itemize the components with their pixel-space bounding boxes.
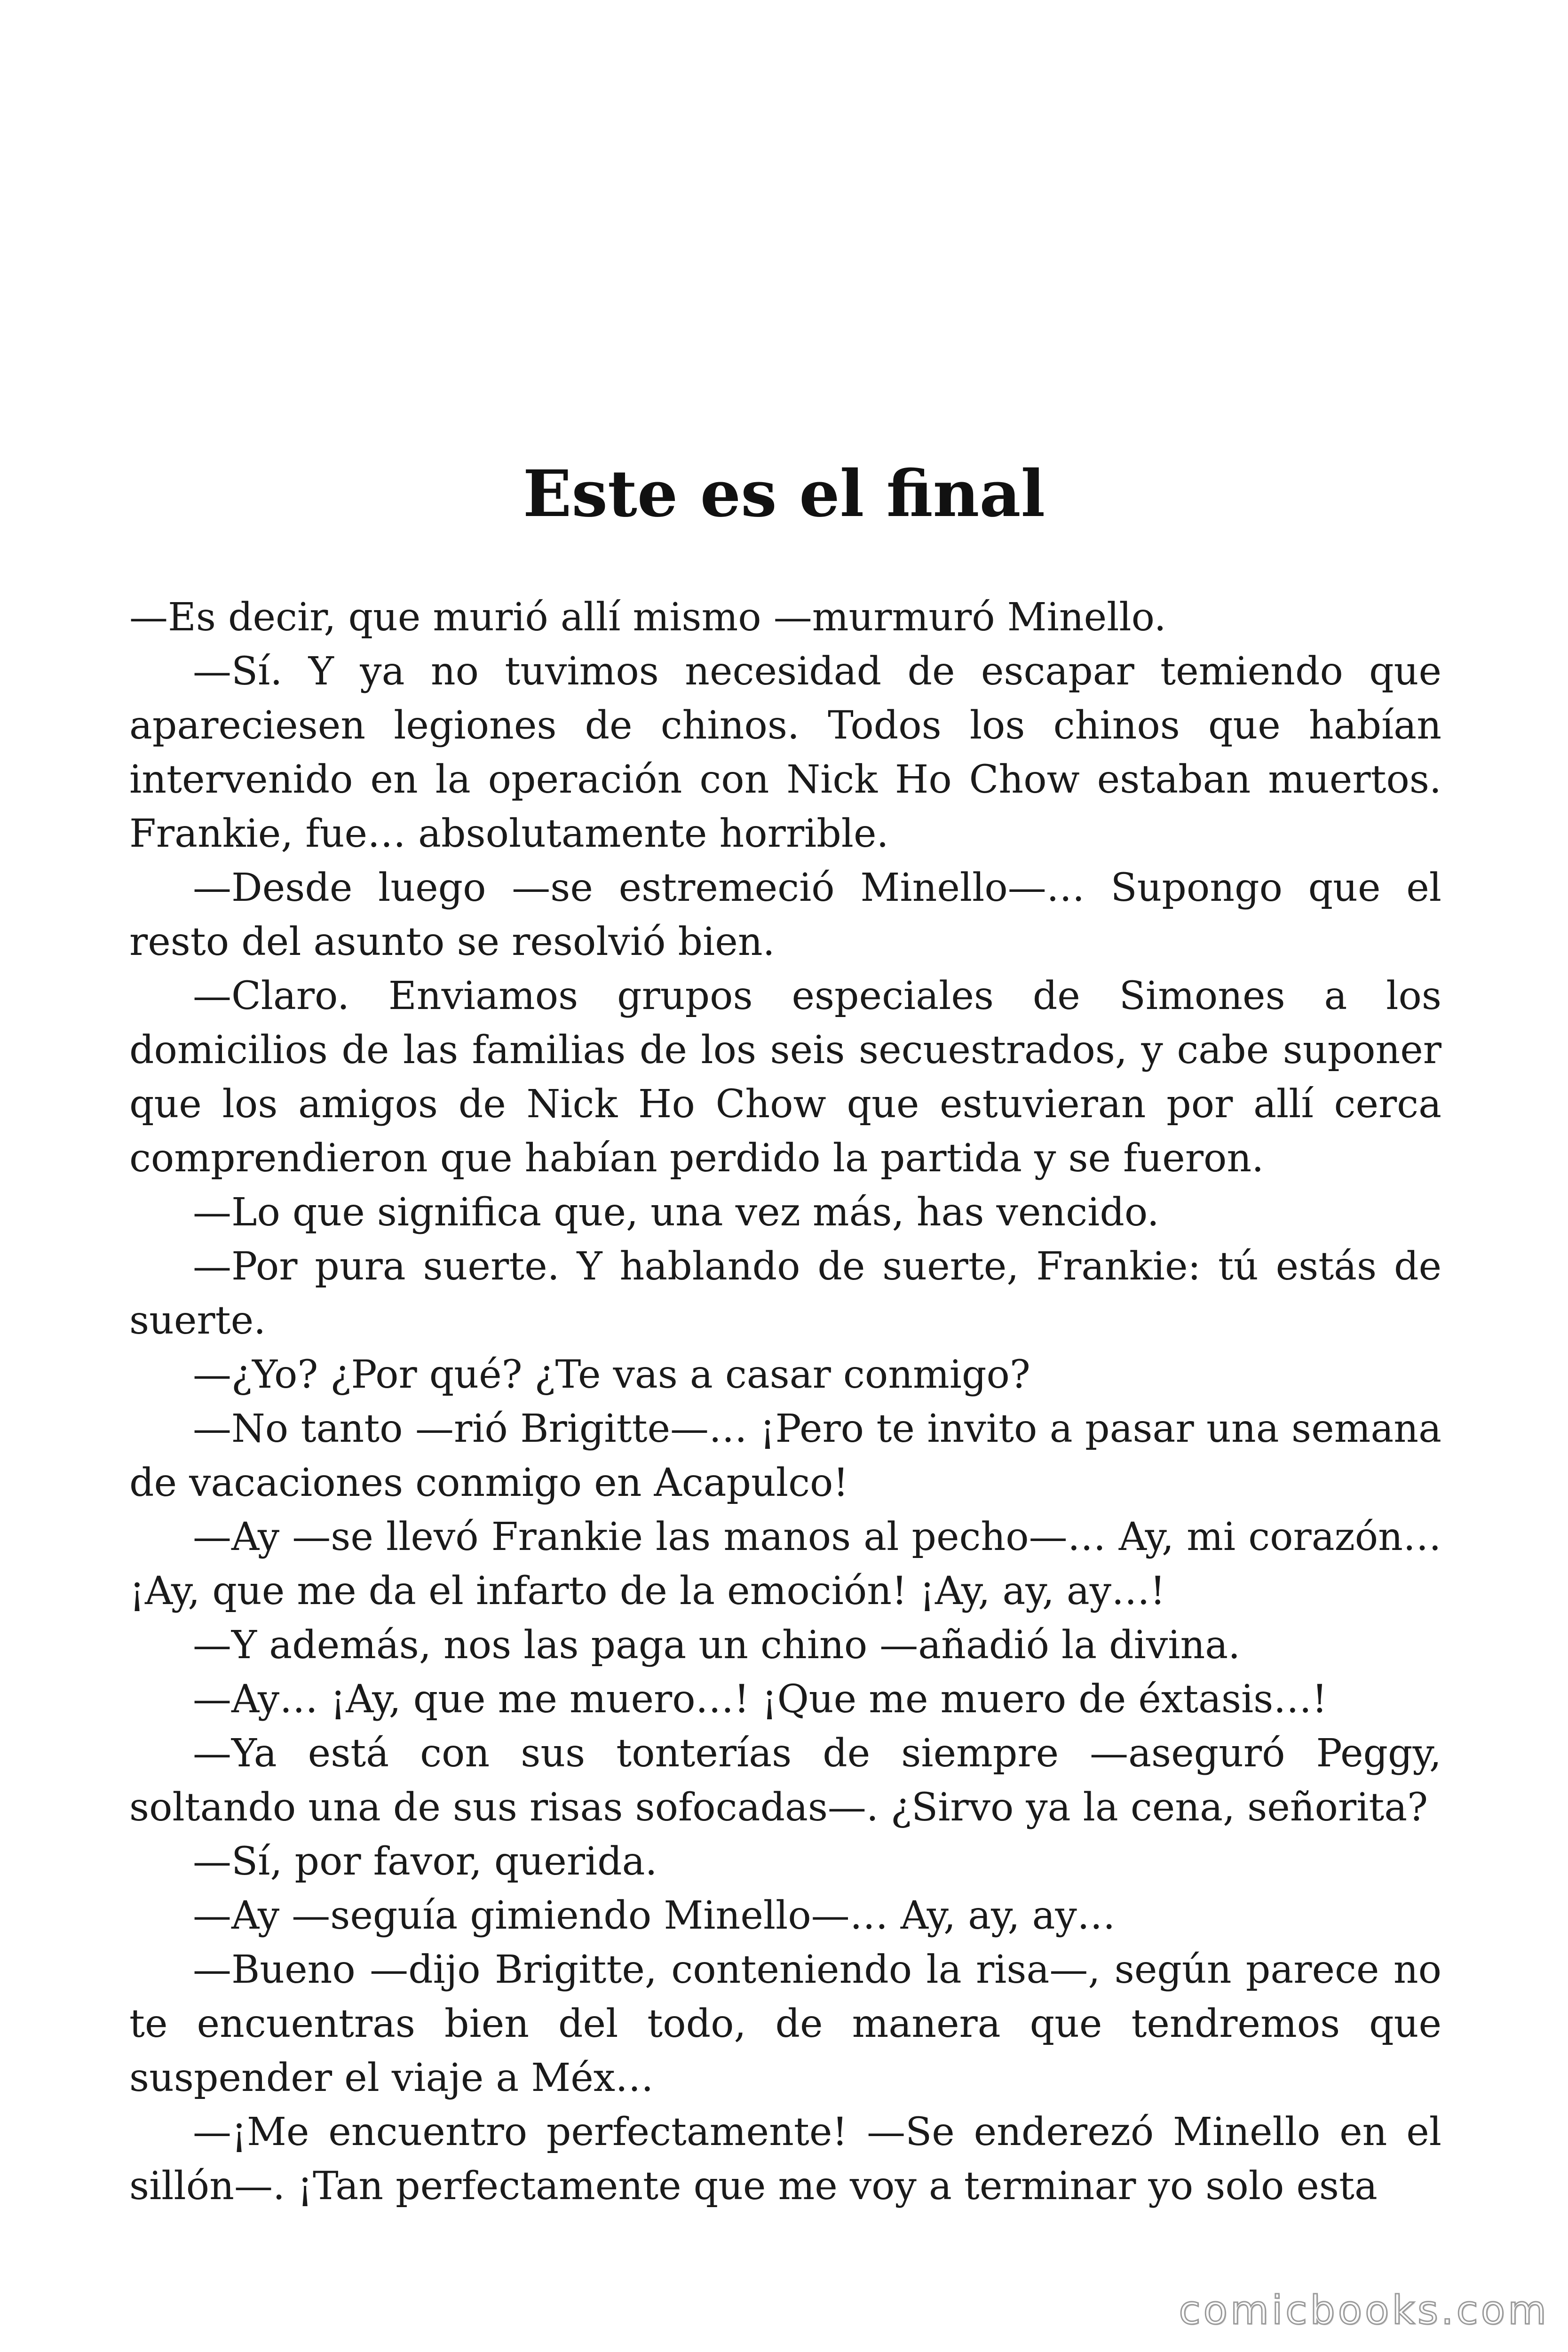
paragraph: —Lo que significa que, una vez más, has vencido. xyxy=(193,1190,1159,1235)
paragraph: —Ay —seguía gimiendo Minello—… Ay, ay, ay… xyxy=(193,1893,1116,1938)
paragraph: —Es decir, que murió allí mismo —murmuró Minello. xyxy=(129,595,1166,640)
paragraph: —Sí. Y ya no tuvimos necesidad de escapar temiendo que apareciesen legiones de chinos. Todos los chinos que habían intervenido en la operación con Nick Ho Chow estaban muertos. Frankie, fue… absolutamente horrible. xyxy=(129,649,1441,856)
paragraph: —Ay —se llevó Frankie las manos al pecho—… Ay, mi corazón… ¡Ay, que me da el infarto de la emoción! ¡Ay, ay, ay…! xyxy=(129,1515,1441,1613)
paragraph: —Sí, por favor, querida. xyxy=(193,1839,657,1884)
paragraph: —No tanto —rió Brigitte—… ¡Pero te invito a pasar una semana de vacaciones conmigo en Acapulco! xyxy=(129,1406,1441,1505)
paragraph: —Y además, nos las paga un chino —añadió la divina. xyxy=(193,1623,1241,1668)
paragraph: —Ay… ¡Ay, que me muero…! ¡Que me muero de éxtasis…! xyxy=(193,1677,1328,1722)
paragraph: —¿Yo? ¿Por qué? ¿Te vas a casar conmigo? xyxy=(193,1352,1030,1397)
paragraph: —Bueno —dijo Brigitte, conteniendo la risa—, según parece no te encuentras bien del todo, de manera que tendremos que suspender el viaje a Méx… xyxy=(129,1947,1441,2100)
body-text xyxy=(129,590,1441,2213)
chapter-title: Este es el final xyxy=(523,456,1045,532)
watermark: comicbooks.com xyxy=(1179,2287,1549,2333)
paragraph: —Desde luego —se estremeció Minello—… Supongo que el resto del asunto se resolvió bien. xyxy=(129,866,1441,964)
paragraph: —Ya está con sus tonterías de siempre —aseguró Peggy, soltando una de sus risas sofocadas—. ¿Sirvo ya la cena, señorita? xyxy=(129,1731,1441,1830)
paragraph: —¡Me encuentro perfectamente! —Se enderezó Minello en el sillón—. ¡Tan perfectamente que me voy a terminar yo solo esta xyxy=(129,2110,1441,2209)
paragraph: —Claro. Enviamos grupos especiales de Simones a los domicilios de las familias de los seis secuestrados, y cabe suponer que los amigos de Nick Ho Chow que estuvieran por allí cerca comprendieron que habían perdido la partida y se fueron. xyxy=(129,974,1441,1181)
paragraph: —Por pura suerte. Y hablando de suerte, Frankie: tú estás de suerte. xyxy=(129,1244,1441,1343)
